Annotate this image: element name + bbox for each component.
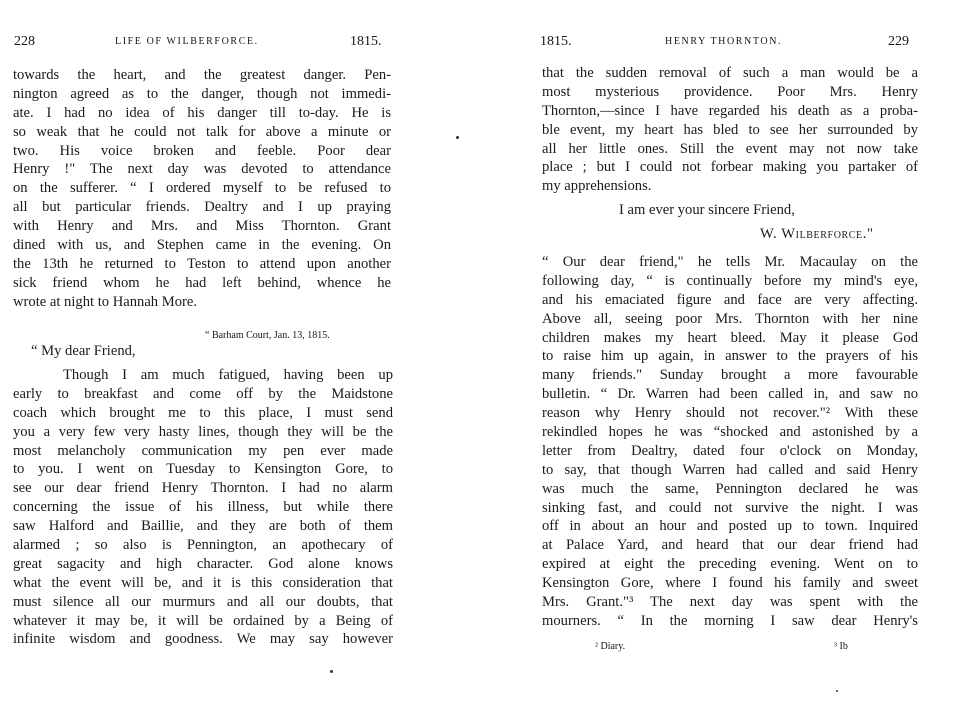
text-line: reason why Henry should not recover."² With these bbox=[542, 405, 918, 422]
letter-signature: W. Wilberforce." bbox=[760, 226, 874, 242]
text-line: following day, “ is continually before my mind's eye, bbox=[542, 272, 918, 289]
letter-salutation: “ My dear Friend, bbox=[31, 343, 136, 359]
text-line: what the event will be, and it is this consideration that bbox=[13, 574, 393, 591]
text-line: coach which brought me to this place, I must send bbox=[13, 404, 393, 421]
text-line: letter from Dealtry, dated four o'clock on Monday, bbox=[542, 442, 918, 459]
text-line: Though I am much fatigued, having been up bbox=[63, 367, 393, 383]
print-speck bbox=[330, 670, 333, 673]
text-line: ble event, my heart has bled to see her surrounded by bbox=[542, 121, 918, 138]
text-line: most mysterious providence. Poor Mrs. Henry bbox=[542, 83, 918, 100]
text-line: great sagacity and high character. God alone knows bbox=[13, 555, 393, 572]
text-line: Kensington Gore, where I found his family and sweet bbox=[542, 575, 918, 592]
right-paragraph-1 bbox=[542, 64, 918, 196]
text-line: nington agreed as to the danger, though not immedi- bbox=[13, 85, 391, 102]
text-line: children makes my heart bleed. May it please God bbox=[542, 329, 918, 346]
text-line: expired at eight the preceding evening. Went on to bbox=[542, 556, 918, 573]
text-line: at Palace Yard, and heard that our dear friend had bbox=[542, 537, 918, 554]
text-line: Thornton,—since I have regarded his death as a proba- bbox=[542, 102, 918, 119]
letter-body bbox=[13, 366, 393, 649]
text-line: most melancholy communication my pen ever made bbox=[13, 442, 393, 459]
text-line: towards the heart, and the greatest danger. Pen- bbox=[13, 67, 391, 83]
text-line: my apprehensions. bbox=[542, 178, 652, 195]
text-line: wrote at night to Hannah More. bbox=[13, 293, 197, 310]
right-running-title: HENRY THORNTON. bbox=[665, 36, 783, 47]
text-line: place ; but I could not forbear making you partaker of bbox=[542, 159, 918, 176]
text-line: on the sufferer. “ I ordered myself to be refused to bbox=[13, 180, 391, 197]
text-line: sinking fast, and could not survive the night. I was bbox=[542, 499, 918, 516]
text-line: saw Halford and Baillie, and they are both of them bbox=[13, 518, 393, 535]
letter-closing: I am ever your sincere Friend, bbox=[619, 202, 795, 218]
left-page-number: 228 bbox=[14, 34, 35, 49]
print-speck bbox=[456, 136, 459, 139]
text-line: dined with us, and Stephen came in the evening. On bbox=[13, 237, 391, 254]
text-line: early to breakfast and come off by the Maidstone bbox=[13, 385, 393, 402]
text-line: the 13th he returned to Teston to attend upon another bbox=[13, 255, 391, 272]
text-line: alarmed ; so also is Pennington, an apothecary of bbox=[13, 537, 393, 554]
right-paragraph-2 bbox=[542, 253, 918, 631]
text-line: all her little ones. Still the event may not now take bbox=[542, 140, 918, 157]
text-line: so weak that he could not talk for above a minute or bbox=[13, 123, 391, 140]
right-header bbox=[490, 34, 980, 54]
text-line: that the sudden removal of such a man would be a bbox=[542, 65, 918, 81]
text-line: bulletin. “ Dr. Warren had been called in, and saw no bbox=[542, 386, 918, 403]
text-line: two. His voice broken and feeble. Poor dear bbox=[13, 142, 391, 159]
text-line: to you. I went on Tuesday to Kensington Gore, to bbox=[13, 461, 393, 478]
text-line: “ Our dear friend," he tells Mr. Macaulay on the bbox=[542, 254, 918, 270]
text-line: with Henry and Mrs. and Miss Thornton. Grant bbox=[13, 218, 391, 235]
text-line: off in about an hour and posted up to town. Inquired bbox=[542, 518, 918, 535]
right-year: 1815. bbox=[540, 34, 572, 49]
text-line: Mrs. Grant."³ The next day was spent with the bbox=[542, 594, 918, 611]
text-line: and his emaciated figure and face are very affecting. bbox=[542, 291, 918, 308]
text-line: sick friend whom he had left behind, whence he bbox=[13, 274, 391, 291]
left-year: 1815. bbox=[350, 34, 382, 49]
text-line: Above all, seeing poor Mrs. Thornton with her nine bbox=[542, 310, 918, 327]
text-line: infinite wisdom and goodness. We may say however bbox=[13, 631, 393, 648]
text-line: must silence all our murmurs and all our doubts, that bbox=[13, 593, 393, 610]
text-line: you a very few very hasty lines, though they will be the bbox=[13, 423, 393, 440]
text-line: concerning the issue of his illness, but while there bbox=[13, 499, 393, 516]
left-paragraph-1 bbox=[13, 66, 391, 312]
text-line: all but particular friends. Dealtry and I up praying bbox=[13, 199, 391, 216]
text-line: ate. I had no idea of his danger till to-day. He is bbox=[13, 104, 391, 121]
text-line: was much the same, Pennington declared he was bbox=[542, 480, 918, 497]
text-line: to raise him up again, in answer to the prayers of his bbox=[542, 348, 918, 365]
text-line: to say, that though Warren had called and said Henry bbox=[542, 461, 918, 478]
letter-dateline: “ Barham Court, Jan. 13, 1815. bbox=[205, 330, 330, 341]
right-page-number: 229 bbox=[888, 34, 909, 49]
footnote-ib: ³ Ib bbox=[834, 641, 848, 652]
text-line: whatever it may be, it will be ordained by a Being of bbox=[13, 612, 393, 629]
left-header bbox=[0, 34, 490, 54]
text-line: mourners. “ In the morning I saw dear Henry's bbox=[542, 612, 918, 629]
print-speck bbox=[836, 690, 838, 692]
text-line: many friends." Sunday brought a more favourable bbox=[542, 367, 918, 384]
text-line: see our dear friend Henry Thornton. I had no alarm bbox=[13, 480, 393, 497]
right-page bbox=[490, 0, 980, 705]
text-line: Henry !" The next day was devoted to attendance bbox=[13, 161, 391, 178]
left-running-title: LIFE OF WILBERFORCE. bbox=[115, 36, 259, 47]
footnote-diary: ² Diary. bbox=[595, 641, 626, 652]
text-line: rekindled hopes he was “shocked and astonished by a bbox=[542, 424, 918, 441]
